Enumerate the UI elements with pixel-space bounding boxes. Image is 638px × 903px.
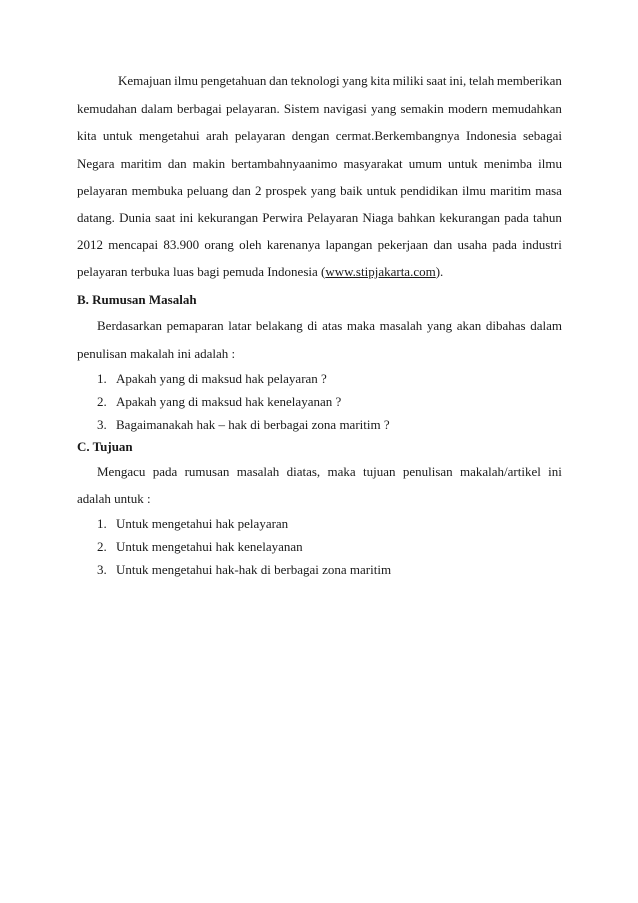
word: Negara xyxy=(77,156,115,171)
intro-line-6 xyxy=(77,210,562,226)
word: datang. xyxy=(77,210,115,225)
word: Kemajuan xyxy=(118,73,172,88)
section-c-para-line-2: adalah untuk : xyxy=(77,491,151,506)
word: pendidikan xyxy=(400,183,459,198)
word: yang xyxy=(371,101,397,116)
word: Sistem xyxy=(283,101,320,116)
word: ini xyxy=(179,210,194,225)
word: Berdasarkan xyxy=(97,318,162,333)
word: modern xyxy=(447,101,488,116)
word: miliki xyxy=(392,73,424,88)
word: oleh xyxy=(239,237,262,252)
word: pelayaran xyxy=(234,128,286,143)
word: memberikan xyxy=(496,73,562,88)
word: karenanya xyxy=(266,237,321,252)
list-text: Apakah yang di maksud hak pelayaran ? xyxy=(116,371,327,386)
word: kita xyxy=(370,73,390,88)
section-b-list-item xyxy=(97,371,327,387)
word: maka xyxy=(327,464,356,479)
intro-last-suffix: ). xyxy=(435,264,444,279)
word: Niaga xyxy=(362,210,394,225)
word: telah xyxy=(468,73,495,88)
section-b-para-line-1 xyxy=(97,318,562,334)
word: pelayaran xyxy=(77,183,128,198)
list-number: 3. xyxy=(97,417,107,432)
word: yang xyxy=(310,183,337,198)
word: saat xyxy=(426,73,447,88)
word: dalam xyxy=(141,101,173,116)
word: tujuan xyxy=(363,464,396,479)
word: dibahas xyxy=(485,318,526,333)
word: membuka xyxy=(131,183,183,198)
word: 2012 xyxy=(77,237,103,252)
word: untuk xyxy=(448,156,478,171)
word: belakang xyxy=(255,318,303,333)
word: orang xyxy=(204,237,234,252)
word: masyarakat xyxy=(343,156,403,171)
section-b-para-line-2: penulisan makalah ini adalah : xyxy=(77,346,236,361)
intro-line-1 xyxy=(118,73,562,89)
website-link[interactable]: www.stipjakarta.com xyxy=(325,264,436,279)
word: 2 xyxy=(254,183,262,198)
intro-line-8 xyxy=(77,264,443,280)
word: memudahkan xyxy=(491,101,562,116)
list-number: 1. xyxy=(97,371,107,386)
word: menimba xyxy=(483,156,533,171)
intro-line-7 xyxy=(77,237,562,253)
word: cermat.Berkembangnya xyxy=(335,128,460,143)
word: kekurangan xyxy=(197,210,259,225)
intro-line-3 xyxy=(77,128,562,144)
word: pada xyxy=(152,464,178,479)
word: di xyxy=(307,318,318,333)
word: pada xyxy=(492,237,517,252)
word: arah xyxy=(206,128,229,143)
word: berbagai xyxy=(177,101,222,116)
word: baik xyxy=(340,183,363,198)
word: diatas, xyxy=(286,464,321,479)
word: dan xyxy=(167,156,187,171)
word: masalah xyxy=(236,464,280,479)
word: ilmu xyxy=(538,156,562,171)
word: bahkan xyxy=(397,210,436,225)
intro-line-4 xyxy=(77,156,562,172)
word: yang xyxy=(426,318,453,333)
word: mencapai xyxy=(108,237,159,252)
word: 83.900 xyxy=(163,237,200,252)
word: masa xyxy=(535,183,562,198)
word: kita xyxy=(77,128,97,143)
word: latar xyxy=(228,318,252,333)
word: ilmu xyxy=(462,183,486,198)
word: dan xyxy=(232,183,251,198)
word: teknologi xyxy=(290,73,340,88)
word: Indonesia xyxy=(466,128,517,143)
word: penulisan xyxy=(402,464,453,479)
section-c-list-item xyxy=(97,539,303,555)
section-c-list-item xyxy=(97,562,391,578)
word: semakin xyxy=(400,101,444,116)
section-c-para-line-1 xyxy=(97,464,562,480)
word: untuk xyxy=(366,183,397,198)
word: Mengacu xyxy=(97,464,146,479)
word: dan xyxy=(433,237,453,252)
word: ilmu xyxy=(174,73,198,88)
list-number: 3. xyxy=(97,562,107,577)
word: mengetahui xyxy=(138,128,200,143)
word: atas xyxy=(322,318,343,333)
word: maritim xyxy=(490,183,532,198)
word: sebagai xyxy=(522,128,562,143)
word: rumusan xyxy=(184,464,230,479)
list-text: Apakah yang di maksud hak kenelayanan ? xyxy=(116,394,342,409)
section-b-list-item xyxy=(97,417,390,433)
word: Pelayaran xyxy=(306,210,359,225)
word: dengan xyxy=(291,128,330,143)
word: ini xyxy=(548,464,562,479)
list-number: 2. xyxy=(97,539,107,554)
list-text: Untuk mengetahui hak kenelayanan xyxy=(116,539,303,554)
word: yang xyxy=(342,73,368,88)
list-number: 2. xyxy=(97,394,107,409)
word: maritim xyxy=(120,156,162,171)
word: tahun xyxy=(533,210,562,225)
word: akan xyxy=(456,318,482,333)
word: kekurangan xyxy=(439,210,501,225)
intro-line-2 xyxy=(77,101,562,117)
word: kemudahan xyxy=(77,101,137,116)
word: prospek xyxy=(265,183,307,198)
section-b-heading: B. Rumusan Masalah xyxy=(77,292,197,307)
word: pelayaran. xyxy=(225,101,280,116)
word: dan xyxy=(269,73,288,88)
word: Perwira xyxy=(262,210,303,225)
word: industri xyxy=(522,237,562,252)
word: saat xyxy=(155,210,176,225)
list-text: Untuk mengetahui hak pelayaran xyxy=(116,516,289,531)
list-text: Bagaimanakah hak – hak di berbagai zona maritim ? xyxy=(116,417,390,432)
word: lapangan xyxy=(325,237,373,252)
word: makalah/artikel xyxy=(459,464,541,479)
word: pekerjaan xyxy=(377,237,429,252)
list-text: Untuk mengetahui hak-hak di berbagai zona maritim xyxy=(116,562,392,577)
word: navigasi xyxy=(323,101,367,116)
word: makin xyxy=(192,156,226,171)
word: umum xyxy=(408,156,442,171)
word: peluang xyxy=(186,183,229,198)
list-number: 1. xyxy=(97,516,107,531)
section-b-list-item xyxy=(97,394,341,410)
word: pengetahuan xyxy=(200,73,267,88)
intro-last-prefix: pelayaran terbuka luas bagi pemuda Indonesia ( xyxy=(77,264,326,279)
section-c-heading: C. Tujuan xyxy=(77,439,133,454)
intro-line-5 xyxy=(77,183,562,199)
word: masalah xyxy=(379,318,423,333)
word: usaha xyxy=(457,237,488,252)
word: untuk xyxy=(102,128,133,143)
word: pemaparan xyxy=(166,318,224,333)
word: maka xyxy=(346,318,376,333)
word: Dunia xyxy=(119,210,151,225)
word: bertambahnyaanimo xyxy=(231,156,338,171)
word: ini, xyxy=(449,73,467,88)
section-c-list-item xyxy=(97,516,288,532)
word: pada xyxy=(504,210,529,225)
word: dalam xyxy=(530,318,562,333)
